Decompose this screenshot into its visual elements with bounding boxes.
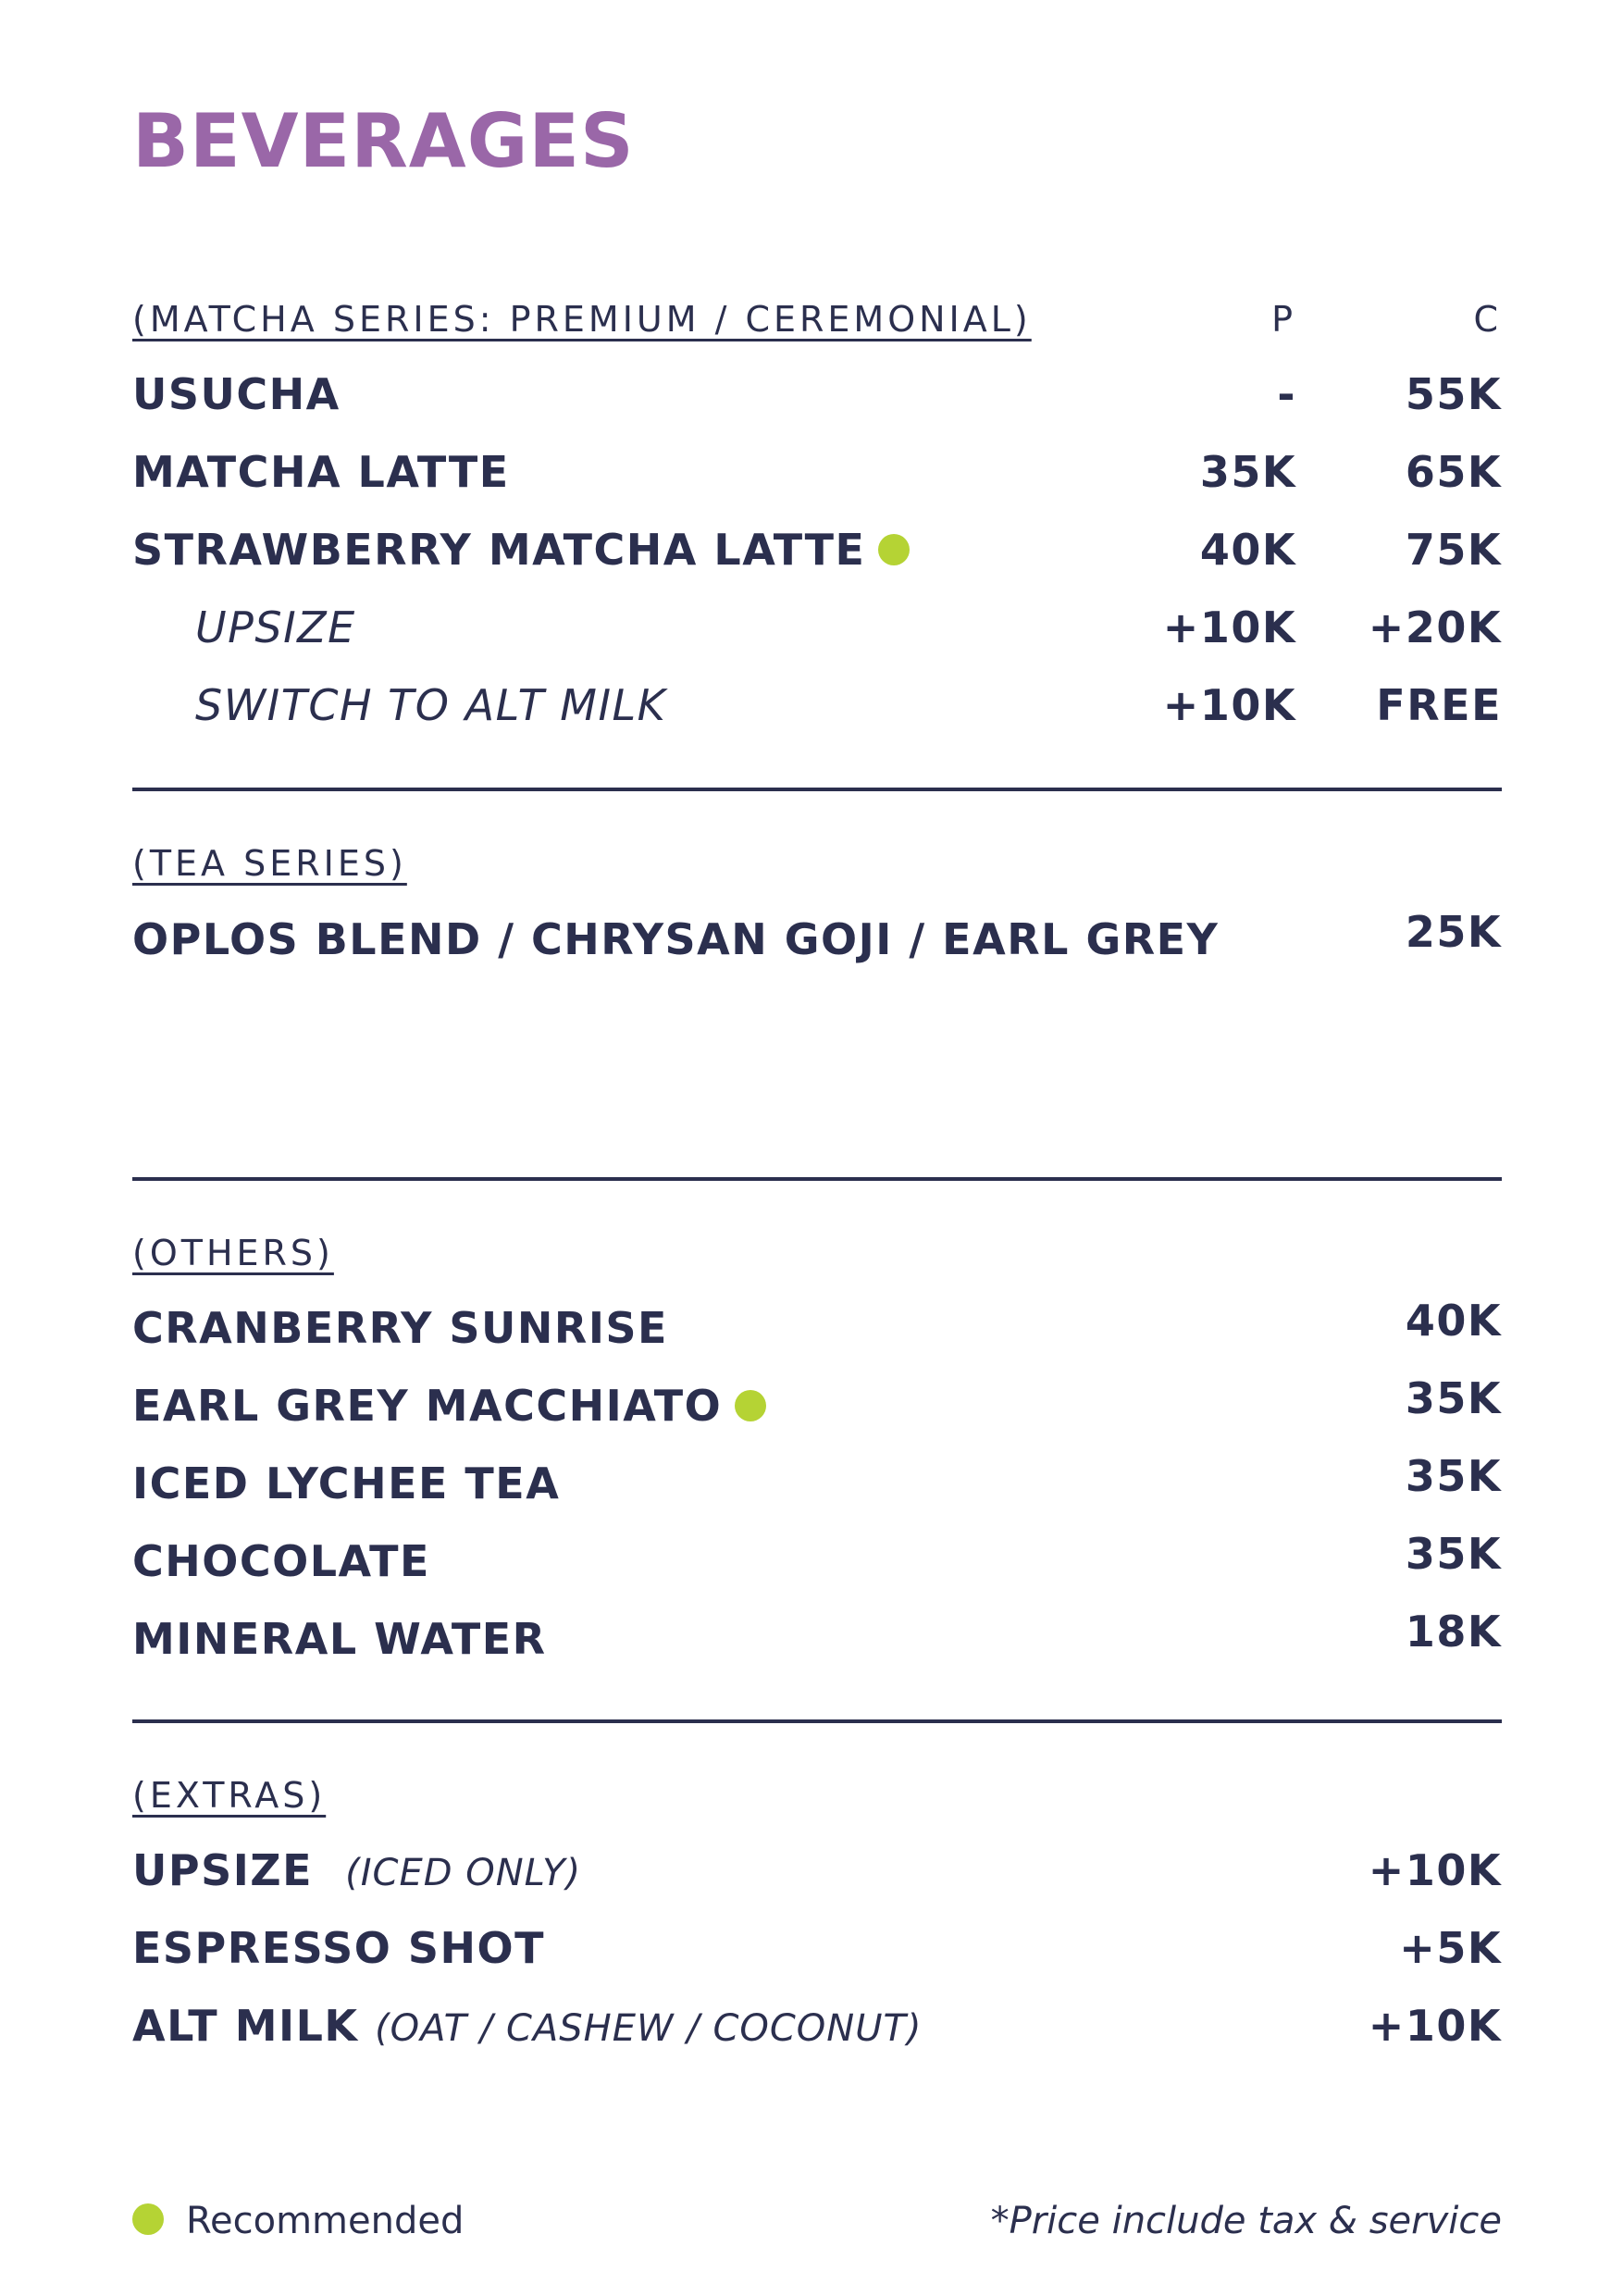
- tea-series-heading: [132, 840, 1502, 887]
- item-name: ESPRESSO SHOT: [132, 1923, 546, 1973]
- item-name-wrap: [132, 522, 910, 577]
- item-price: 18K: [1405, 1607, 1502, 1657]
- item-name: USUCHA: [132, 369, 341, 419]
- page-title: BEVERAGES: [132, 98, 635, 184]
- item-price: +10K: [1368, 2001, 1502, 2051]
- recommended-dot-icon: [878, 534, 910, 565]
- menu-item: [132, 1373, 1502, 1433]
- item-price-premium: -: [1277, 369, 1296, 419]
- option-price-ceremonial: FREE: [1376, 680, 1502, 730]
- item-price: 35K: [1405, 1373, 1502, 1423]
- item-name: UPSIZE: [132, 1845, 314, 1895]
- option-price-ceremonial: +20K: [1368, 602, 1502, 652]
- item-note: (OAT / CASHEW / COCONUT): [375, 2007, 923, 2050]
- item-price: +5K: [1399, 1923, 1502, 1973]
- item-note: (ICED ONLY): [345, 1852, 582, 1894]
- item-price-ceremonial: 55K: [1405, 369, 1502, 419]
- section-heading-label: (EXTRAS): [132, 1775, 327, 1816]
- section-heading-label: (TEA SERIES): [132, 843, 407, 884]
- menu-item: [132, 1451, 1502, 1511]
- item-price: 40K: [1405, 1296, 1502, 1346]
- option-item: [132, 600, 1502, 655]
- item-name-wrap: [132, 1378, 766, 1433]
- section-heading-label: (MATCHA SERIES: PREMIUM / CEREMONIAL): [132, 299, 1032, 340]
- menu-item: [132, 522, 1502, 577]
- item-price: 35K: [1405, 1529, 1502, 1579]
- item-name-wrap: [132, 1998, 923, 2056]
- item-name: ALT MILK: [132, 2001, 359, 2051]
- price-footnote: *Price include tax & service: [990, 2200, 1502, 2242]
- option-item: [132, 677, 1502, 733]
- recommended-legend: [132, 2193, 464, 2249]
- item-name: EARL GREY MACCHIATO: [132, 1381, 723, 1431]
- section-divider: [132, 1177, 1502, 1181]
- item-price-ceremonial: 75K: [1405, 525, 1502, 575]
- menu-item: [132, 907, 1502, 967]
- extra-item: [132, 1920, 1502, 1976]
- item-name: CRANBERRY SUNRISE: [132, 1303, 668, 1353]
- section-divider: [132, 1719, 1502, 1723]
- option-name: SWITCH TO ALT MILK: [195, 680, 667, 730]
- option-name: UPSIZE: [195, 602, 356, 652]
- recommended-dot-icon: [132, 2203, 164, 2235]
- column-header-premium: P: [1271, 299, 1296, 340]
- extras-heading: [132, 1772, 1502, 1818]
- matcha-series-heading: [132, 296, 1502, 342]
- menu-item: [132, 1296, 1502, 1356]
- extra-item: [132, 1843, 1502, 1898]
- option-price-premium: +10K: [1162, 602, 1296, 652]
- menu-item: [132, 366, 1502, 422]
- item-price: 35K: [1405, 1451, 1502, 1501]
- menu-item: [132, 1529, 1502, 1589]
- section-divider: [132, 788, 1502, 791]
- item-price: 25K: [1405, 907, 1502, 957]
- menu-item: [132, 444, 1502, 500]
- item-price-ceremonial: 65K: [1405, 447, 1502, 497]
- extra-item: [132, 1998, 1502, 2054]
- column-header-ceremonial: C: [1473, 299, 1502, 340]
- item-name: CHOCOLATE: [132, 1536, 430, 1586]
- section-heading-label: (OTHERS): [132, 1233, 334, 1273]
- item-price-premium: 40K: [1199, 525, 1296, 575]
- menu-item: [132, 1607, 1502, 1667]
- item-name-wrap: [132, 1843, 581, 1901]
- option-price-premium: +10K: [1162, 680, 1296, 730]
- item-name: MATCHA LATTE: [132, 447, 510, 497]
- item-name: ICED LYCHEE TEA: [132, 1458, 561, 1508]
- item-name: STRAWBERRY MATCHA LATTE: [132, 525, 866, 575]
- item-name: MINERAL WATER: [132, 1614, 547, 1664]
- item-price-premium: 35K: [1199, 447, 1296, 497]
- item-price: +10K: [1368, 1845, 1502, 1895]
- item-name: OPLOS BLEND / CHRYSAN GOJI / EARL GREY: [132, 914, 1220, 964]
- others-heading: [132, 1230, 1502, 1276]
- legend-label: Recommended: [186, 2200, 465, 2242]
- recommended-dot-icon: [735, 1390, 766, 1421]
